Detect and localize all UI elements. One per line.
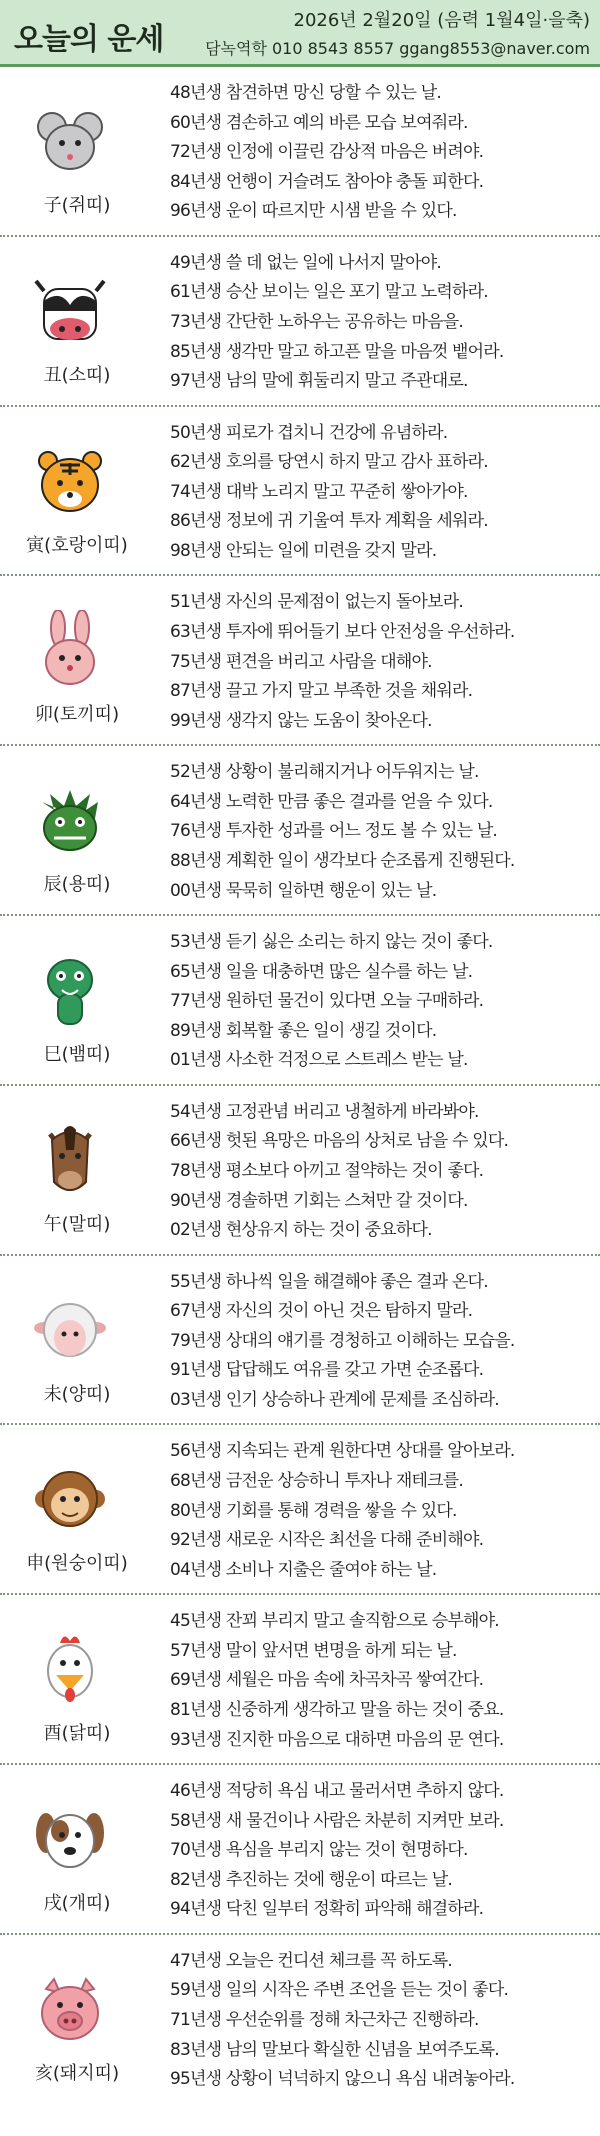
fortune-line: 63년생 투자에 뛰어들기 보다 안전성을 우선하라. [170,621,515,642]
fortune-line: 64년생 노력한 만큼 좋은 결과를 얻을 수 있다. [170,791,493,812]
zodiac-label: 亥(돼지띠) [34,2062,120,2084]
fortune-line: 98년생 안되는 일에 미련을 갖지 말라. [170,540,437,561]
fortune-line: 88년생 계획한 일이 생각보다 순조롭게 진행된다. [170,850,515,871]
fortune-line: 62년생 호의를 당연시 하지 말고 감사 표하라. [170,452,488,473]
zodiac-row [0,916,600,1086]
zodiac-label: 午(말띠) [43,1213,111,1235]
fortune-line: 65년생 일을 대충하면 많은 실수를 하는 날. [170,961,473,982]
fortune-lines [170,758,594,906]
zodiac-label: 丑(소띠) [43,364,111,386]
fortune-line: 73년생 간단한 노하우는 공유하는 마음을. [170,311,464,332]
zodiac-label: 卯(토끼띠) [34,704,120,726]
fortune-line: 02년생 현상유지 하는 것이 중요하다. [170,1220,432,1241]
fortune-line: 53년생 듣기 싫은 소리는 하지 않는 것이 좋다. [170,931,493,952]
fortune-lines [170,1268,594,1416]
fortune-line: 86년생 정보에 귀 기울여 투자 계획을 세워라. [170,511,488,532]
fortune-lines [170,588,594,736]
fortune-line: 03년생 인기 상승하나 관계에 문제를 조심하라. [170,1389,499,1410]
fortune-line: 84년생 언행이 거슬려도 참아야 충돌 피한다. [170,171,484,192]
fortune-line: 89년생 회복할 좋은 일이 생길 것이다. [170,1020,437,1041]
fortune-lines [170,249,594,397]
fortune-lines [170,1098,594,1246]
fortune-line: 70년생 욕심을 부리지 않는 것이 현명하다. [170,1840,468,1861]
zodiac-list [0,67,600,2105]
contact-line: 담녹역학 010 8543 8557 ggang8553@naver.com [205,39,590,58]
fortune-line: 94년생 닥친 일부터 정확히 파악해 해결하라. [170,1899,484,1920]
date-line: 2026년 2월20일 (음력 1월4일·을축) [293,10,590,31]
fortune-line: 95년생 상황이 넉넉하지 않으니 욕심 내려놓아라. [170,2069,515,2090]
fortune-line: 46년생 적당히 욕심 내고 물러서면 추하지 않다. [170,1780,504,1801]
fortune-line: 79년생 상대의 얘기를 경청하고 이해하는 모습을. [170,1330,515,1351]
fortune-lines [170,1607,594,1755]
fortune-lines [170,1777,594,1925]
fortune-line: 56년생 지속되는 관계 원한다면 상대를 알아보라. [170,1441,515,1462]
tiger-icon [10,435,130,527]
zodiac-label: 酉(닭띠) [43,1723,111,1745]
fortune-line: 93년생 진지한 마음으로 대하면 마음의 문 연다. [170,1729,504,1750]
zodiac-row [0,407,600,577]
zodiac-label: 辰(용띠) [43,874,111,896]
rabbit-icon [10,604,130,696]
zodiac-row [0,1425,600,1595]
fortune-line: 74년생 대박 노리지 말고 꾸준히 쌓아가야. [170,481,468,502]
fortune-line: 45년생 잔꾀 부리지 말고 솔직함으로 승부해야. [170,1611,499,1632]
dog-icon [10,1793,130,1885]
fortune-line: 51년생 자신의 문제점이 없는지 돌아보라. [170,592,464,613]
sheep-icon [10,1284,130,1376]
fortune-line: 60년생 겸손하고 예의 바른 모습 보여줘라. [170,112,468,133]
fortune-lines [170,928,594,1076]
fortune-line: 67년생 자신의 것이 아닌 것은 탐하지 말라. [170,1301,473,1322]
zodiac-row [0,67,600,237]
fortune-line: 59년생 일의 시작은 주변 조언을 듣는 것이 좋다. [170,1980,509,2001]
fortune-line: 97년생 남의 말에 휘둘리지 말고 주관대로. [170,371,468,392]
fortune-line: 55년생 하나씩 일을 해결해야 좋은 결과 온다. [170,1271,488,1292]
fortune-line: 91년생 답답해도 여유를 갖고 가면 순조롭다. [170,1360,484,1381]
zodiac-label: 巳(뱀띠) [43,1043,111,1065]
horse-icon [10,1114,130,1206]
fortune-line: 49년생 쓸 데 없는 일에 나서지 말아야. [170,252,441,273]
fortune-lines [170,79,594,227]
zodiac-row [0,746,600,916]
zodiac-label: 寅(호랑이띠) [26,534,128,556]
zodiac-row [0,1935,600,2105]
fortune-line: 76년생 투자한 성과를 어느 정도 볼 수 있는 날. [170,821,498,842]
rooster-icon [10,1623,130,1715]
fortune-line: 78년생 평소보다 아끼고 절약하는 것이 좋다. [170,1160,484,1181]
fortune-line: 72년생 인정에 이끌린 감상적 마음은 버려야. [170,142,484,163]
monkey-icon [10,1453,130,1545]
fortune-lines [170,1947,594,2095]
ox-icon [10,265,130,357]
fortune-line: 47년생 오늘은 컨디션 체크를 꼭 하도록. [170,1950,452,1971]
snake-icon [10,944,130,1036]
fortune-line: 71년생 우선순위를 정해 차근차근 진행하라. [170,2009,479,2030]
fortune-line: 99년생 생각지 않는 도움이 찾아온다. [170,710,432,731]
fortune-lines [170,1437,594,1585]
fortune-line: 87년생 끌고 가지 말고 부족한 것을 채워라. [170,681,473,702]
fortune-line: 80년생 기회를 통해 경력을 쌓을 수 있다. [170,1500,457,1521]
fortune-line: 48년생 참견하면 망신 당할 수 있는 날. [170,83,441,103]
fortune-line: 69년생 세월은 마음 속에 차곡차곡 쌓여간다. [170,1670,484,1691]
fortune-line: 75년생 편견을 버리고 사람을 대해야. [170,651,432,672]
fortune-line: 83년생 남의 말보다 확실한 신념을 보여주도록. [170,2039,499,2060]
fortune-line: 77년생 원하던 물건이 있다면 오늘 구매하라. [170,991,484,1012]
fortune-line: 68년생 금전운 상승하니 투자나 재테크를. [170,1470,464,1491]
zodiac-row [0,1086,600,1256]
fortune-line: 57년생 말이 앞서면 변명을 하게 되는 날. [170,1640,457,1661]
fortune-lines [170,419,594,567]
fortune-line: 52년생 상황이 불리해지거나 어두워지는 날. [170,762,479,783]
fortune-line: 00년생 묵묵히 일하면 행운이 있는 날. [170,880,437,901]
zodiac-label: 子(쥐띠) [43,195,111,216]
fortune-line: 90년생 경솔하면 기회는 스쳐만 갈 것이다. [170,1190,468,1211]
zodiac-row [0,1765,600,1935]
fortune-line: 81년생 신중하게 생각하고 말을 하는 것이 중요. [170,1699,504,1720]
zodiac-row [0,237,600,407]
fortune-line: 04년생 소비나 지출은 줄여야 하는 날. [170,1559,437,1580]
dragon-icon [10,774,130,866]
fortune-line: 61년생 승산 보이는 일은 포기 말고 노력하라. [170,282,488,303]
zodiac-row [0,1256,600,1426]
fortune-line: 50년생 피로가 겹치니 건강에 유념하라. [170,422,448,443]
zodiac-row [0,1595,600,1765]
fortune-line: 54년생 고정관념 버리고 냉철하게 바라봐야. [170,1101,479,1122]
zodiac-label: 申(원숭이띠) [26,1553,128,1575]
zodiac-row [0,576,600,746]
rat-icon [10,95,130,187]
fortune-line: 92년생 새로운 시작은 최선을 다해 준비해야. [170,1530,484,1551]
fortune-line: 66년생 헛된 욕망은 마음의 상처로 남을 수 있다. [170,1131,509,1152]
fortune-line: 01년생 사소한 걱정으로 스트레스 받는 날. [170,1050,468,1071]
fortune-line: 85년생 생각만 말고 하고픈 말을 마음껏 뱉어라. [170,341,504,362]
page-header [0,0,600,67]
page-title: 오늘의 운세 [14,22,164,57]
pig-icon [10,1963,130,2055]
fortune-line: 96년생 운이 따르지만 시샘 받을 수 있다. [170,201,457,222]
zodiac-label: 未(양띠) [43,1383,111,1405]
fortune-line: 82년생 추진하는 것에 행운이 따르는 날. [170,1869,452,1890]
fortune-line: 58년생 새 물건이나 사람은 차분히 지켜만 보라. [170,1810,504,1831]
zodiac-label: 戌(개띠) [43,1892,111,1914]
